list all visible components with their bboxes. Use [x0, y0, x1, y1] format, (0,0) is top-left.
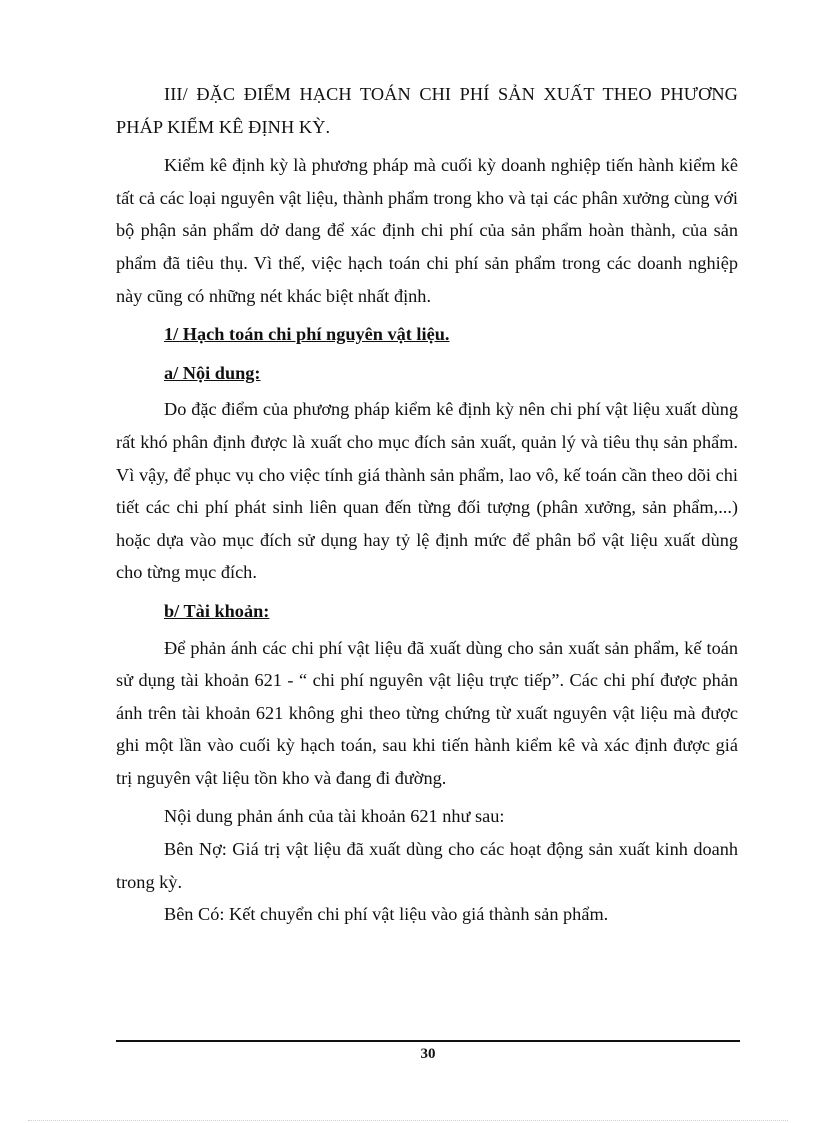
footer-divider: [116, 1040, 740, 1042]
page-edge-dotted-line: [28, 1120, 788, 1121]
credit-side-text: Bên Có: Kết chuyển chi phí vật liệu vào giá thành sản phẩm.: [164, 904, 609, 925]
section-heading: III/ ĐẶC ĐIỂM HẠCH TOÁN CHI PHÍ SẢN XUẤT THEO PHƯƠNG PHÁP KIỂM KÊ ĐỊNH KỲ.: [116, 84, 738, 137]
part-a-paragraph: Do đặc điểm của phương pháp kiểm kê định kỳ nên chi phí vật liệu xuất dùng rất khó phân định được là xuất cho mục đích sản xuất, quản lý và tiêu thụ sản phẩm. Vì vậy, để phục vụ cho việc tính giá thành sản phẩm, lao vô, kế toán cần theo dõi chi tiết các chi phí phát sinh liên quan đến từng đối tượng (phân xưởng, sản phẩm,...) hoặc dựa vào mục đích sử dụng hay tỷ lệ định mức để phân bổ vật liệu xuất dùng cho từng mục đích.: [116, 399, 738, 583]
debit-side-text: Bên Nợ: Giá trị vật liệu đã xuất dùng cho các hoạt động sản xuất kinh doanh trong kỳ.: [116, 839, 738, 892]
part-a-heading: a/ Nội dung:: [164, 362, 261, 383]
page-number: 30: [420, 1046, 436, 1062]
subsection-heading: 1/ Hạch toán chi phí nguyên vật liệu.: [164, 324, 450, 345]
part-b-heading: b/ Tài khoản:: [164, 600, 270, 621]
document-body: [116, 78, 738, 931]
account-content-intro: Nội dung phản ánh của tài khoản 621 như sau:: [164, 806, 505, 827]
part-b-paragraph: Để phản ánh các chi phí vật liệu đã xuất dùng cho sản xuất sản phẩm, kế toán sử dụng tài khoản 621 - “ chi phí nguyên vật liệu trực tiếp”. Các chi phí được phản ánh trên tài khoản 621 không ghi theo từng chứng từ xuất nguyên vật liệu mà được ghi một lần vào cuối kỳ hạch toán, sau khi tiến hành kiểm kê và xác định được giá trị nguyên vật liệu tồn kho và đang đi đường.: [116, 637, 738, 788]
intro-paragraph: Kiểm kê định kỳ là phương pháp mà cuối kỳ doanh nghiệp tiến hành kiểm kê tất cả các loại nguyên vật liệu, thành phẩm trong kho và tại các phân xưởng cùng với bộ phận sản phẩm dở dang để xác định chi phí của sản phẩm hoàn thành, của sản phẩm đã tiêu thụ. Vì thế, việc hạch toán chi phí sản phẩm trong các doanh nghiệp này cũng có những nét khác biệt nhất định.: [116, 155, 738, 306]
